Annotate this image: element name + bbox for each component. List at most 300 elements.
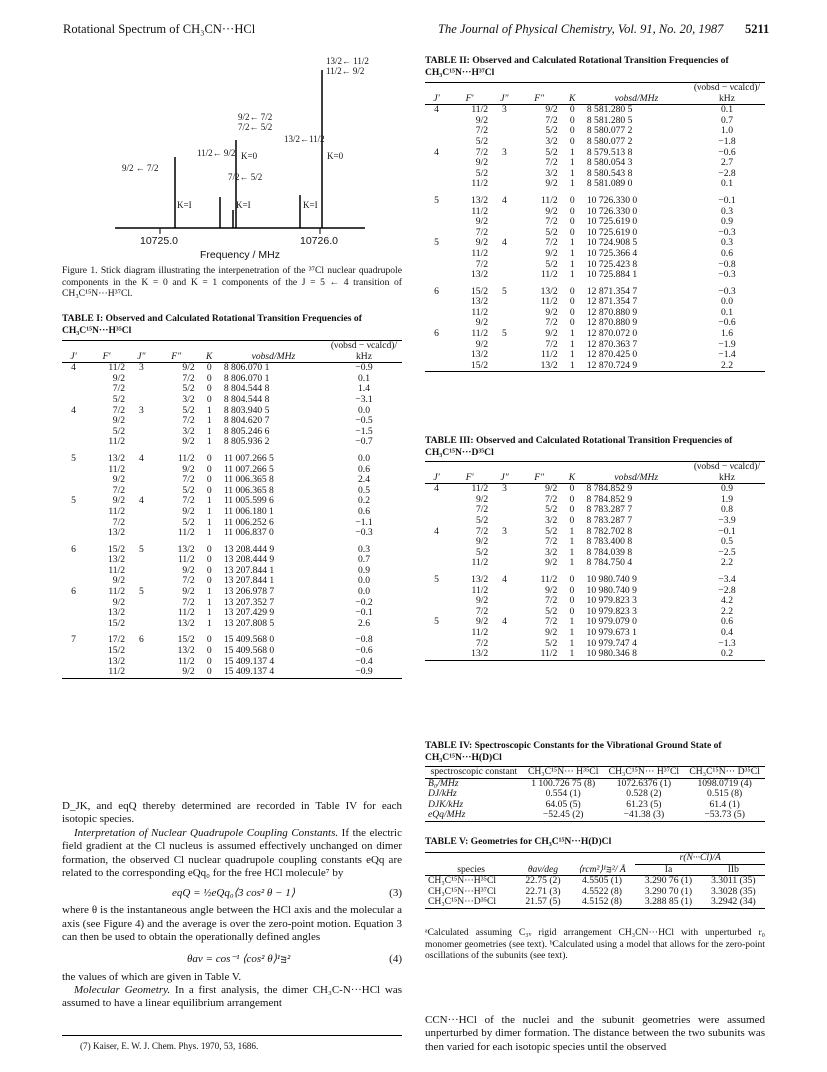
table-cell: 11 007.266 5 bbox=[223, 452, 274, 464]
table-cell bbox=[491, 628, 518, 639]
table-cell: 7/2 bbox=[545, 536, 558, 548]
table-cell: 5 bbox=[501, 328, 507, 340]
table-cell: 8 580.077 2 bbox=[586, 125, 633, 137]
table-cell: 0 bbox=[569, 216, 575, 228]
table-cell: 5/2 bbox=[545, 605, 558, 617]
table-cell bbox=[425, 350, 448, 361]
table-cell: 13 207.352 7 bbox=[223, 596, 275, 608]
table-cell: 5/2 bbox=[182, 404, 195, 416]
table-cell: 0.6 bbox=[721, 616, 733, 628]
table3-header-1: F′ bbox=[448, 462, 491, 484]
table-cell: 0 bbox=[569, 114, 575, 126]
table-cell bbox=[425, 179, 448, 190]
table-cell bbox=[62, 384, 85, 395]
table-cell: 7/2 bbox=[545, 216, 558, 228]
table-cell bbox=[128, 475, 155, 486]
table-cell: 11/2 bbox=[177, 554, 195, 566]
table-cell: 7/2 bbox=[475, 637, 489, 649]
table-cell: 1 bbox=[569, 616, 575, 628]
table-cell: 8 784.852 9 bbox=[586, 493, 633, 505]
table-cell bbox=[491, 548, 518, 559]
para-2-text: If the electric field gradient at the Cl nucleus is assumed effectively unchanged on dimer formation, the observed Cl nuclear quadrupole coupling constants eQq are related to the corresponding eQq₀ for the free HCl molecule⁷ by bbox=[62, 826, 402, 880]
table3-header-6: (νobsd − νcalcd)/ kHz bbox=[689, 462, 765, 484]
table-cell bbox=[62, 475, 85, 486]
table-cell: 1 100.726 75 (8) bbox=[531, 777, 596, 789]
t5-h-species: species bbox=[425, 853, 517, 876]
table-cell: 3.290 70 (1) bbox=[644, 885, 693, 897]
table-cell bbox=[425, 495, 448, 506]
table-cell: 6 bbox=[138, 634, 144, 646]
table-cell: 0 bbox=[206, 463, 212, 475]
table-cell: 5 bbox=[434, 237, 439, 249]
table-cell: 1 bbox=[569, 328, 575, 340]
left-body bbox=[62, 800, 402, 1011]
table-cell: 1 bbox=[569, 557, 575, 569]
table2 bbox=[425, 82, 765, 372]
table-cell: 8 803.940 5 bbox=[223, 404, 270, 416]
table-cell: 5 bbox=[138, 586, 144, 598]
table-cell bbox=[491, 169, 518, 180]
table2-caption: TABLE II: Observed and Calculated Rotational Transition Frequencies of CH₃C¹⁵N···H³⁷Cl bbox=[425, 55, 729, 78]
table-cell: 3 bbox=[138, 404, 144, 416]
table-cell: 9/2 bbox=[112, 474, 126, 486]
table-cell: −0.3 bbox=[355, 527, 373, 539]
table-cell: 0.9 bbox=[721, 483, 733, 495]
table-cell: 13/2 bbox=[471, 349, 489, 361]
table-cell: −0.1 bbox=[718, 194, 736, 206]
table-cell: 11/2 bbox=[471, 205, 489, 217]
table-cell: 13/2 bbox=[518, 361, 561, 372]
table-cell: 5 bbox=[434, 616, 439, 628]
table-cell: 1 bbox=[569, 269, 575, 281]
table-cell: 0 bbox=[206, 452, 212, 464]
table-cell bbox=[128, 598, 155, 609]
table-cell: 3/2 bbox=[182, 393, 195, 405]
table-cell: 7/2 bbox=[545, 595, 558, 607]
table-cell: 11/2 bbox=[177, 452, 195, 464]
table-cell: 10 979.673 1 bbox=[586, 626, 637, 638]
table-cell: 5 bbox=[71, 495, 76, 507]
table-cell: 11/2 bbox=[540, 194, 558, 206]
table-cell: 1 bbox=[206, 436, 212, 448]
table-cell: 8 806.070 1 bbox=[223, 372, 270, 384]
table-cell bbox=[425, 169, 448, 180]
table-cell: 9/2 bbox=[182, 436, 195, 448]
table-cell: 15/2 bbox=[448, 361, 491, 372]
table-cell bbox=[425, 537, 448, 548]
table-cell: 9/2 bbox=[182, 463, 195, 475]
table-cell: 0 bbox=[569, 504, 575, 516]
table-row bbox=[62, 448, 402, 465]
t4-col0: spectroscopic constant bbox=[425, 767, 523, 779]
table5-caption: TABLE V: Geometries for CH₃C¹⁵N···H(D)Cl bbox=[425, 836, 612, 847]
table-cell: 9/2 bbox=[155, 667, 198, 678]
table-row bbox=[425, 628, 765, 639]
table-cell: 7/2 bbox=[182, 474, 195, 486]
table-cell bbox=[425, 158, 448, 169]
table-cell bbox=[62, 566, 85, 577]
table-cell: 11/2 bbox=[108, 564, 126, 576]
table-cell: 4 bbox=[502, 616, 507, 628]
table-cell: 9/2 bbox=[475, 338, 489, 350]
table-cell: 0 bbox=[569, 125, 575, 137]
figure-1 bbox=[60, 52, 405, 262]
table-cell: 13/2 bbox=[108, 527, 126, 539]
table-row bbox=[425, 270, 765, 281]
table-cell: 2.2 bbox=[721, 557, 733, 569]
table-cell: 61.23 (5) bbox=[626, 798, 662, 810]
table-cell: 7 bbox=[71, 634, 76, 646]
table-cell: 13/2 bbox=[108, 554, 126, 566]
table-row bbox=[425, 897, 765, 908]
table-cell bbox=[62, 427, 85, 438]
table-row bbox=[425, 649, 765, 660]
table-row bbox=[425, 516, 765, 527]
table-cell: 11 005.599 6 bbox=[223, 495, 274, 507]
table-cell: 10 725.884 1 bbox=[586, 269, 638, 281]
table-cell: 4 bbox=[501, 237, 507, 249]
table-row bbox=[62, 539, 402, 556]
table-cell: 7/2 bbox=[475, 258, 489, 270]
table-cell: −0.6 bbox=[355, 645, 373, 657]
table3-caption: TABLE III: Observed and Calculated Rotational Transition Frequencies of CH₃C¹⁵N···D³⁵Cl bbox=[425, 435, 733, 458]
table-cell: 5 bbox=[501, 285, 507, 297]
table-cell: 0.515 (8) bbox=[707, 788, 743, 800]
equation-4-body: θav = cos⁻¹ ⟨cos² θ⟩¹ᴟ² bbox=[187, 952, 291, 965]
table3-header-3: F″ bbox=[518, 462, 560, 484]
table-cell: 13/2 bbox=[471, 296, 489, 308]
label-k0-b: K=0 bbox=[327, 151, 344, 161]
table-cell: −0.6 bbox=[718, 317, 736, 329]
table-cell: 1 bbox=[569, 178, 575, 190]
table-cell: 1 bbox=[569, 258, 575, 270]
table-cell: 1.6 bbox=[721, 328, 733, 340]
table-cell: 4.2 bbox=[721, 595, 733, 607]
para-5-text: In a first analysis, the dimer CH₃C-N···HCl was assumed to have a linear equilibrium arrangement bbox=[62, 984, 403, 1010]
table-cell: 22.71 (3) bbox=[525, 885, 561, 897]
table-cell: −0.1 bbox=[718, 525, 736, 537]
table-cell: 11/2 bbox=[540, 296, 558, 308]
table-cell: −2.8 bbox=[718, 167, 736, 179]
table-cell: 12 870.072 0 bbox=[586, 328, 638, 340]
table-cell: 5/2 bbox=[182, 383, 195, 395]
table-row bbox=[425, 569, 765, 586]
table-cell: eQq/MHz bbox=[425, 810, 523, 821]
table-cell bbox=[62, 374, 85, 385]
table-cell: 0.7 bbox=[358, 554, 370, 566]
t5-h-rcm: ⟨rcm²⟩¹ᴟ²/ Å bbox=[569, 853, 636, 876]
table-cell: 9/2 bbox=[112, 596, 126, 608]
table-cell: 0 bbox=[569, 595, 575, 607]
table-cell: 0.3 bbox=[721, 205, 733, 217]
table-cell: 5/2 bbox=[545, 637, 558, 649]
table-cell: 1 bbox=[569, 637, 575, 649]
table-cell: 10 725.366 4 bbox=[586, 247, 638, 259]
table-cell: 0 bbox=[206, 393, 212, 405]
table-cell: 10 980.740 9 bbox=[586, 573, 637, 585]
table-cell: 0.2 bbox=[689, 649, 765, 660]
table-cell: 8 784.750 4 bbox=[586, 557, 633, 569]
table-cell: 1 bbox=[206, 607, 212, 619]
table-cell: 7/2 bbox=[475, 605, 489, 617]
table-cell bbox=[425, 137, 448, 148]
table1-header-0: J′ bbox=[62, 341, 85, 363]
table-cell: 1 bbox=[569, 525, 575, 537]
table-cell: 0 bbox=[569, 514, 575, 526]
label-11-2-9-2: 11/2← 9/2 bbox=[326, 66, 365, 76]
table-cell: 11/2 bbox=[471, 178, 489, 190]
table-cell: 9/2 bbox=[545, 584, 558, 596]
table-cell: 11/2 bbox=[471, 328, 489, 340]
table-cell: 11/2 bbox=[177, 655, 195, 667]
table2-header-2: J″ bbox=[491, 83, 518, 105]
table-cell bbox=[491, 558, 518, 569]
table-cell: 10 724.908 5 bbox=[586, 237, 638, 249]
table-cell bbox=[128, 657, 155, 668]
table-cell: 0.0 bbox=[358, 575, 370, 587]
table-cell: 13/2 bbox=[540, 285, 558, 297]
table-cell: 13 208.444 9 bbox=[223, 554, 275, 566]
table-cell: 0.554 (1) bbox=[545, 788, 581, 800]
t4-col3: CH₃C¹⁵N··· D³⁵Cl bbox=[684, 767, 765, 779]
table-cell: 4 bbox=[434, 104, 439, 116]
table-cell bbox=[491, 308, 518, 319]
figure-caption: Figure 1. Stick diagram illustrating the interpenetration of the ³⁷Cl nuclear quadrupole components in the K = 0 and K = 1 components of the J = 5 ← 4 transition of CH₃C¹⁵N···H³⁷Cl. bbox=[62, 265, 402, 300]
table-cell: 7/2 bbox=[112, 383, 126, 395]
equation-3 bbox=[62, 884, 402, 904]
table-cell: 1 bbox=[560, 649, 583, 660]
table1-header-5: νobsd/MHz bbox=[221, 341, 326, 363]
table-cell: 4 bbox=[434, 525, 439, 537]
table-row bbox=[425, 137, 765, 148]
table-cell: 4.5505 (1) bbox=[582, 875, 622, 887]
table-cell bbox=[62, 646, 85, 657]
table-cell: 0.5 bbox=[721, 536, 733, 548]
table-cell: 9/2 bbox=[545, 205, 558, 217]
table-cell: −1.1 bbox=[355, 516, 373, 528]
table-cell: 7/2 bbox=[545, 616, 558, 628]
table-cell: 15/2 bbox=[108, 645, 126, 657]
table-cell: 0 bbox=[569, 104, 575, 116]
table-cell: 8 783.287 7 bbox=[586, 504, 633, 516]
table-cell: 9/2 bbox=[545, 626, 558, 638]
table-cell: 0 bbox=[206, 554, 212, 566]
table-cell: 0.6 bbox=[721, 247, 733, 259]
table-cell: 0.6 bbox=[358, 505, 370, 517]
table-cell: 6 bbox=[71, 543, 76, 555]
table-cell: 11/2 bbox=[85, 667, 128, 678]
table-cell: 1 bbox=[206, 596, 212, 608]
table-cell: −0.4 bbox=[355, 655, 373, 667]
table-cell: 13/2 bbox=[108, 452, 126, 464]
table-cell: 13 207.808 5 bbox=[223, 617, 275, 629]
table-cell: 5 bbox=[138, 543, 144, 555]
table-cell: −3.1 bbox=[355, 393, 373, 405]
table-cell: B₀/MHz bbox=[428, 777, 459, 789]
table-row bbox=[62, 629, 402, 646]
table-cell: 5/2 bbox=[475, 167, 489, 179]
table-cell: 7/2 bbox=[182, 596, 195, 608]
t5-h-theta: θav/deg bbox=[517, 853, 568, 876]
reference-7: (7) Kaiser, E. W. J. Chem. Phys. 1970, 53, 1686. bbox=[80, 1041, 259, 1051]
table-cell: DJ/kHz bbox=[428, 788, 457, 800]
table-cell: 15/2 bbox=[471, 285, 489, 297]
table-cell bbox=[491, 537, 518, 548]
table-cell: 11 006.837 0 bbox=[223, 527, 274, 539]
table-cell: 1 bbox=[206, 516, 212, 528]
para-5-head: Molecular Geometry. bbox=[74, 984, 171, 997]
table-cell: 1.9 bbox=[721, 493, 733, 505]
table-cell: 1 bbox=[569, 349, 575, 361]
table-cell: 13 207.844 1 bbox=[223, 564, 275, 576]
table-cell: 9/2 bbox=[182, 505, 195, 517]
table-cell: 0 bbox=[206, 645, 212, 657]
table-cell: −41.38 (3) bbox=[604, 810, 685, 821]
table-cell: 12 871.354 7 bbox=[586, 285, 638, 297]
table-cell: 9/2 bbox=[545, 483, 558, 495]
table-cell: 1 bbox=[206, 415, 212, 427]
table-cell: 0 bbox=[206, 564, 212, 576]
table-cell: 5/2 bbox=[112, 425, 126, 437]
table-cell: 7/2 bbox=[545, 493, 558, 505]
table-cell bbox=[491, 495, 518, 506]
table-cell: 8 806.070 1 bbox=[223, 362, 270, 374]
table-cell: 13/2 bbox=[177, 617, 195, 629]
table-cell bbox=[491, 639, 518, 650]
table-cell: 11/2 bbox=[108, 436, 126, 448]
table-row bbox=[425, 361, 765, 372]
table-cell: 9/2 bbox=[545, 328, 558, 340]
table-cell bbox=[62, 465, 85, 476]
table-cell: 0 bbox=[569, 296, 575, 308]
table-cell: 1 bbox=[569, 536, 575, 548]
table-cell bbox=[491, 217, 518, 228]
table-row bbox=[425, 281, 765, 298]
table-cell: 3/2 bbox=[545, 546, 558, 558]
table-cell: −0.1 bbox=[355, 607, 373, 619]
table-cell: 10 979.823 3 bbox=[586, 605, 637, 617]
table-cell: 3/2 bbox=[182, 425, 195, 437]
table-cell: 21.57 (5) bbox=[517, 897, 568, 908]
table-cell: 9/2 bbox=[475, 595, 489, 607]
table-cell: 13/2 bbox=[471, 573, 489, 585]
table-cell bbox=[491, 649, 518, 660]
table-cell: 4 bbox=[71, 362, 76, 374]
table-cell bbox=[425, 516, 448, 527]
table-cell bbox=[62, 437, 85, 448]
table-cell: 11/2 bbox=[540, 573, 558, 585]
table-cell: 3 bbox=[501, 146, 507, 158]
table-cell: 13/2 bbox=[108, 607, 126, 619]
table-cell: 15/2 bbox=[108, 543, 126, 555]
table-cell: 9/2 bbox=[112, 495, 126, 507]
table-cell: 0.9 bbox=[358, 564, 370, 576]
table-cell bbox=[425, 639, 448, 650]
table-cell: 13/2 bbox=[448, 649, 491, 660]
table-cell: 61.4 (1) bbox=[709, 798, 740, 810]
table-cell: 1 bbox=[206, 404, 212, 416]
right-body: CCN···HCl of the nuclei and the subunit geometries were assumed unperturbed by dimer formation. The distance between the two subunits was then varied for each isotopic species until the observed bbox=[425, 1014, 765, 1053]
table-cell: 0.0 bbox=[358, 404, 370, 416]
table-cell: 1 bbox=[561, 361, 584, 372]
table2-header-4: K bbox=[561, 83, 584, 105]
table-cell bbox=[425, 548, 448, 559]
table-cell: DJK/kHz bbox=[428, 798, 464, 810]
table-cell: 15 409.568 0 bbox=[223, 634, 275, 646]
table-cell bbox=[128, 395, 155, 406]
table-cell bbox=[62, 528, 85, 539]
table-cell bbox=[425, 558, 448, 569]
table-cell: 4 bbox=[434, 483, 439, 495]
table-cell: 8 581.089 0 bbox=[586, 178, 633, 190]
page-number: 5211 bbox=[745, 22, 770, 36]
table-cell bbox=[491, 361, 518, 372]
table-cell: 12 870.880 9 bbox=[586, 317, 638, 329]
table-cell bbox=[128, 437, 155, 448]
table-cell: 9/2 bbox=[475, 616, 489, 628]
table-cell: 11/2 bbox=[471, 584, 489, 596]
table-cell: 1 bbox=[569, 237, 575, 249]
table-cell bbox=[425, 217, 448, 228]
table-cell bbox=[425, 308, 448, 319]
table-cell: 8 804.544 8 bbox=[223, 383, 270, 395]
table-cell: 10 726.330 0 bbox=[586, 194, 638, 206]
label-9-2-7-2: 9/2← 7/2 bbox=[238, 112, 273, 122]
table-cell: 17/2 bbox=[108, 634, 126, 646]
table-cell: 11 006.180 1 bbox=[223, 505, 274, 517]
table-cell: 1098.0719 (4) bbox=[697, 777, 752, 789]
table-cell: 7/2 bbox=[545, 114, 558, 126]
label-13-2-11-2: 13/2← 11/2 bbox=[326, 56, 369, 66]
table2-header-1: F′ bbox=[448, 83, 491, 105]
table-cell: 10 979.747 4 bbox=[586, 637, 637, 649]
table-cell: 9/2 bbox=[545, 247, 558, 259]
table-cell: 5/2 bbox=[475, 135, 489, 147]
table-cell: 0 bbox=[569, 483, 575, 495]
table-cell: 9/2 bbox=[475, 216, 489, 228]
table-cell bbox=[491, 137, 518, 148]
table-cell: 0 bbox=[206, 543, 212, 555]
table-cell: 0 bbox=[569, 317, 575, 329]
table-cell: 8 805.246 6 bbox=[223, 425, 270, 437]
table-cell: 15 409.137 4 bbox=[223, 655, 275, 667]
table-cell: 10 725.423 8 bbox=[586, 258, 638, 270]
table-cell: 7/2 bbox=[545, 317, 558, 329]
table-cell: 4.5152 (8) bbox=[569, 897, 636, 908]
table-cell: 6 bbox=[434, 328, 439, 340]
label-11-2-9-2-k1: 11/2← 9/2 bbox=[197, 148, 236, 158]
label-k1-c: K=I bbox=[303, 200, 318, 210]
table-cell: 4 bbox=[502, 573, 507, 585]
table-cell: 7/2 bbox=[545, 237, 558, 249]
table-cell: 8 804.544 8 bbox=[223, 393, 270, 405]
table2-header-6: (νobsd − νcalcd)/ kHz bbox=[689, 83, 765, 105]
table-cell bbox=[128, 416, 155, 427]
table-cell: 0 bbox=[206, 362, 212, 374]
table-cell bbox=[128, 566, 155, 577]
table-cell: 9/2 bbox=[545, 104, 558, 116]
table-cell: 0 bbox=[569, 584, 575, 596]
table-cell: 2.6 bbox=[358, 617, 370, 629]
table-cell: 0 bbox=[569, 573, 575, 585]
table-cell: 9/2 bbox=[475, 237, 489, 249]
table-cell: 11/2 bbox=[540, 269, 558, 281]
table-cell bbox=[425, 596, 448, 607]
table-cell: 10 979.823 3 bbox=[586, 595, 637, 607]
table-cell bbox=[62, 518, 85, 529]
t5-h-ia: Ia bbox=[635, 864, 701, 876]
table-cell: 6 bbox=[71, 586, 76, 598]
